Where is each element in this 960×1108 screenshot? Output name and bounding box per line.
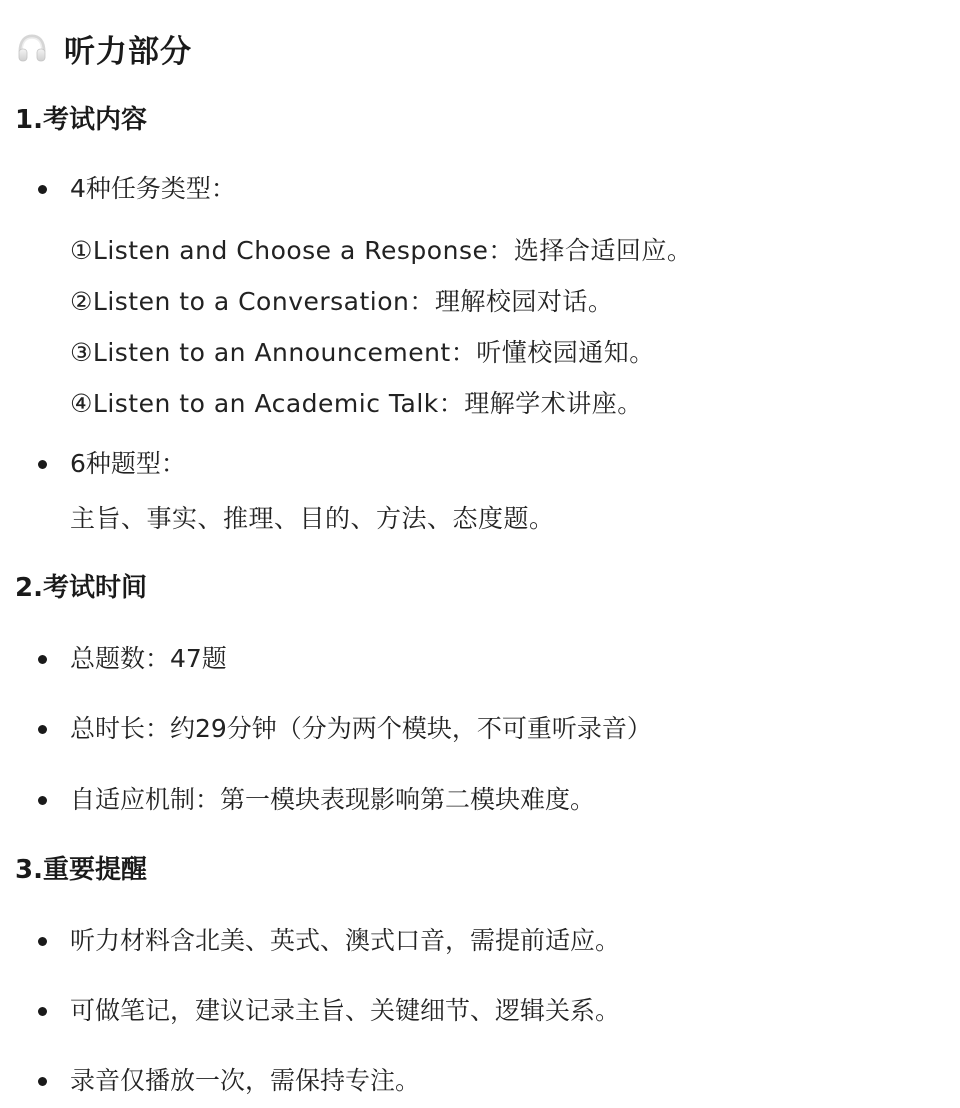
page-title-text: 听力部分 <box>64 33 192 70</box>
page-title <box>16 24 192 72</box>
list-item: 6种题型： <box>38 447 186 481</box>
list-item: 听力材料含北美、英式、澳式口音，需提前适应。 <box>38 924 620 958</box>
list-item: 录音仅播放一次，需保持专注。 <box>38 1064 420 1098</box>
section-heading-reminders: 3.重要提醒 <box>15 855 147 885</box>
list-item: 自适应机制：第一模块表现影响第二模块难度。 <box>38 783 595 817</box>
headphones-icon <box>16 32 48 64</box>
task-type-item: ②Listen to a Conversation：理解校园对话。 <box>70 287 614 316</box>
list-item: 4种任务类型： <box>38 172 236 206</box>
list-item: 总时长：约29分钟（分为两个模块，不可重听录音） <box>38 712 652 746</box>
list-item: 可做笔记，建议记录主旨、关键细节、逻辑关系。 <box>38 994 620 1028</box>
task-type-item: ④Listen to an Academic Talk：理解学术讲座。 <box>70 389 643 418</box>
question-type-list: 主旨、事实、推理、目的、方法、态度题。 <box>70 504 555 533</box>
list-item: 总题数：47题 <box>38 642 227 676</box>
section-heading-content: 1.考试内容 <box>15 105 147 135</box>
task-type-item: ③Listen to an Announcement：听懂校园通知。 <box>70 338 655 367</box>
task-type-item: ①Listen and Choose a Response：选择合适回应。 <box>70 236 693 265</box>
section-heading-time: 2.考试时间 <box>15 573 147 603</box>
